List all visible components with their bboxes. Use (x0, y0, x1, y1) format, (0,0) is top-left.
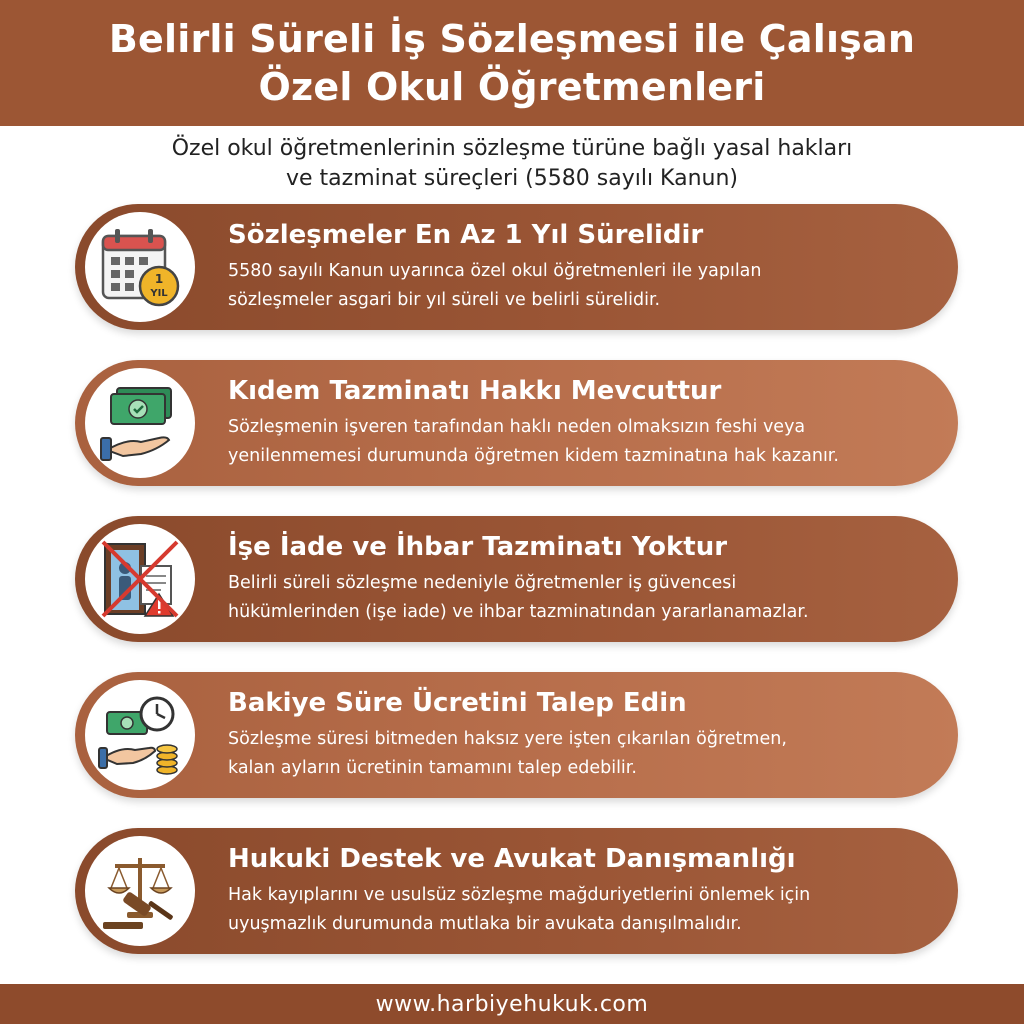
subtitle-line-2: ve tazminat süreçleri (5580 sayılı Kanun) (286, 166, 738, 191)
card-body-line-2: kalan ayların ücretinin tamamını talep edebilir. (228, 758, 637, 778)
page-title-line-2: Özel Okul Öğretmenleri (258, 65, 766, 109)
website-url[interactable]: www.harbiyehukuk.com (375, 991, 649, 1017)
no-reinstatement-icon (85, 524, 195, 634)
calendar-unit: YIL (150, 288, 168, 299)
card-body-line-2: sözleşmeler asgari bir yıl süreli ve belirli sürelidir. (228, 290, 661, 310)
card-title: İşe İade ve İhbar Tazminatı Yoktur (228, 532, 728, 562)
scales-gavel-icon (85, 836, 195, 946)
card-severance-pay (75, 360, 958, 486)
card-body (228, 257, 946, 315)
card-title: Sözleşmeler En Az 1 Yıl Sürelidir (228, 220, 704, 250)
footer-bar (0, 984, 1024, 1024)
card-body (228, 725, 946, 783)
card-body-line-2: yenilenmemesi durumunda öğretmen kidem tazminatına hak kazanır. (228, 446, 839, 466)
card-title: Kıdem Tazminatı Hakkı Mevcuttur (228, 376, 722, 406)
card-body-line-2: hükümlerinden (işe iade) ve ihbar tazminatından yararlanamazlar. (228, 602, 809, 622)
card-body-line-1: Hak kayıplarını ve usulsüz sözleşme mağduriyetlerini önlemek için (228, 885, 811, 905)
card-body-line-1: 5580 sayılı Kanun uyarınca özel okul öğretmenleri ile yapılan (228, 261, 762, 281)
card-body-line-2: uyuşmazlık durumunda mutlaka bir avukata danışılmalıdır. (228, 914, 742, 934)
subtitle (0, 134, 1024, 194)
money-hand-icon (85, 368, 195, 478)
card-title: Hukuki Destek ve Avukat Danışmanlığı (228, 844, 796, 874)
card-body-line-1: Sözleşmenin işveren tarafından haklı neden olmaksızın feshi veya (228, 417, 806, 437)
card-legal-support (75, 828, 958, 954)
card-no-reinstatement (75, 516, 958, 642)
card-body (228, 569, 946, 627)
card-body (228, 881, 946, 939)
subtitle-line-1: Özel okul öğretmenlerinin sözleşme türüne bağlı yasal hakları (171, 136, 853, 161)
calendar-number: 1 (154, 272, 164, 286)
title-banner (0, 0, 1024, 126)
card-body-line-1: Sözleşme süresi bitmeden haksız yere işten çıkarılan öğretmen, (228, 729, 787, 749)
card-contract-duration (75, 204, 958, 330)
card-body-line-1: Belirli süreli sözleşme nedeniyle öğretmenler iş güvencesi (228, 573, 737, 593)
card-title: Bakiye Süre Ücretini Talep Edin (228, 688, 687, 718)
card-body (228, 413, 946, 471)
calendar-1-year-icon (85, 212, 195, 322)
card-remaining-term-wage (75, 672, 958, 798)
page-title-line-1: Belirli Süreli İş Sözleşmesi ile Çalışan (108, 17, 916, 61)
clock-money-coins-icon (85, 680, 195, 790)
